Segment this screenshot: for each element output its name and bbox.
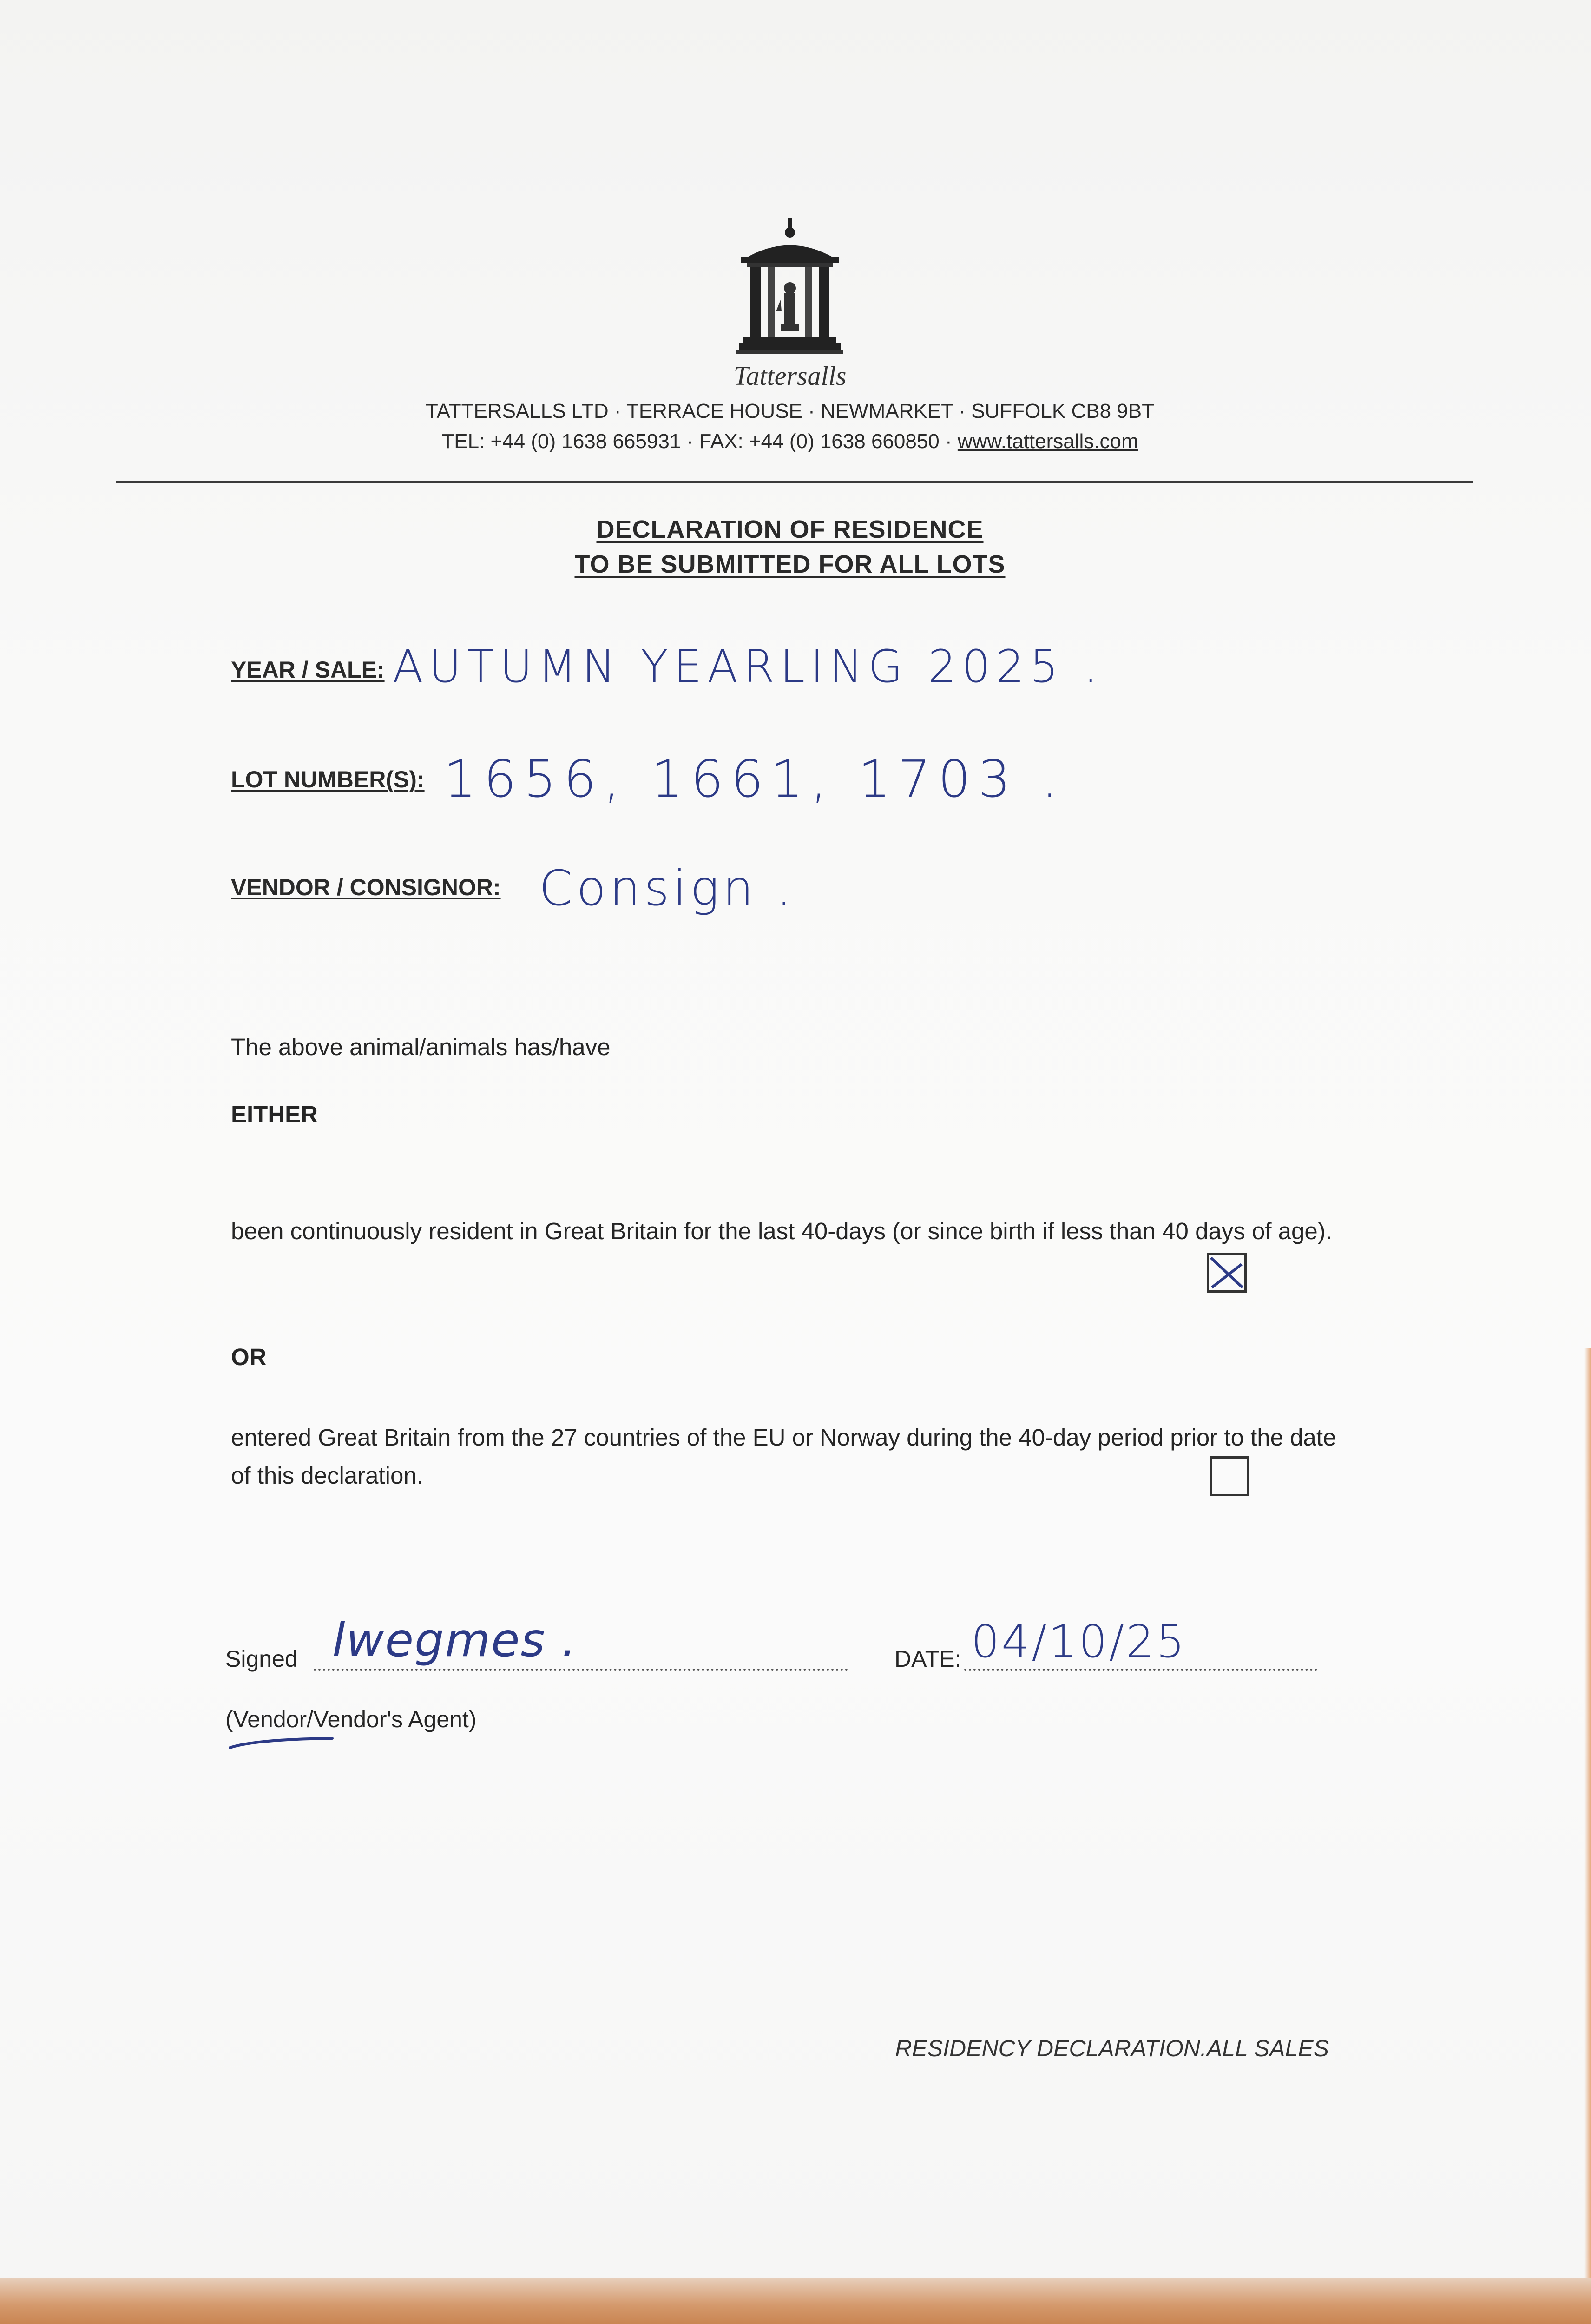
website-link[interactable]: www.tattersalls.com — [957, 430, 1138, 453]
footer-reference: RESIDENCY DECLARATION.ALL SALES — [895, 2035, 1329, 2061]
either-label: EITHER — [231, 1101, 318, 1128]
address-line: TATTERSALLS LTD · TERRACE HOUSE · NEWMARKET · SUFFOLK CB8 9BT — [426, 400, 1154, 423]
signed-label: Signed — [225, 1646, 298, 1672]
signature-value: lwegmes . — [332, 1613, 578, 1667]
ink-underline-stroke — [228, 1734, 339, 1752]
desk-surface — [0, 2278, 1591, 2324]
statement-intro: The above animal/animals has/have — [231, 1034, 611, 1060]
vendor-consignor-label: VENDOR / CONSIGNOR: — [231, 874, 501, 900]
year-sale-label: YEAR / SALE: — [231, 657, 385, 683]
option-eu-text: entered Great Britain from the 27 countries of the EU or Norway during the 40-day period prior to the date of this declaration. — [231, 1424, 1336, 1489]
option-resident-checkbox[interactable] — [1207, 1253, 1247, 1293]
contact-numbers: TEL: +44 (0) 1638 665931 · FAX: +44 (0) 1638 660850 · — [441, 430, 958, 453]
date-line — [964, 1669, 1317, 1671]
date-value: 04/10/25 — [971, 1616, 1187, 1668]
or-label: OR — [231, 1344, 267, 1370]
brand-name: Tattersalls — [733, 361, 847, 391]
option-resident-text: been continuously resident in Great Britain for the last 40-days (or since birth if less than 40 days of age). — [231, 1218, 1332, 1244]
vendor-consignor-value: Consign . — [539, 860, 796, 917]
check-mark-icon — [1209, 1255, 1244, 1290]
tattersalls-rotunda-logo — [736, 218, 843, 363]
form-subtitle: TO BE SUBMITTED FOR ALL LOTS — [574, 550, 1006, 578]
form-title: DECLARATION OF RESIDENCE — [596, 515, 984, 543]
lot-numbers-value: 1656, 1661, 1703 . — [444, 749, 1065, 809]
contact-line — [279, 430, 1301, 453]
lot-numbers-label: LOT NUMBER(S): — [231, 766, 425, 792]
paper-edge-shadow — [1584, 1348, 1591, 2278]
letterhead-divider — [116, 481, 1473, 483]
vendor-agent-label: (Vendor/Vendor's Agent) — [225, 1706, 477, 1732]
year-sale-value: AUTUMN YEARLING 2025 . — [393, 640, 1104, 693]
option-eu-checkbox[interactable] — [1210, 1456, 1249, 1496]
date-label: DATE: — [894, 1646, 961, 1672]
signature-line — [314, 1669, 848, 1671]
